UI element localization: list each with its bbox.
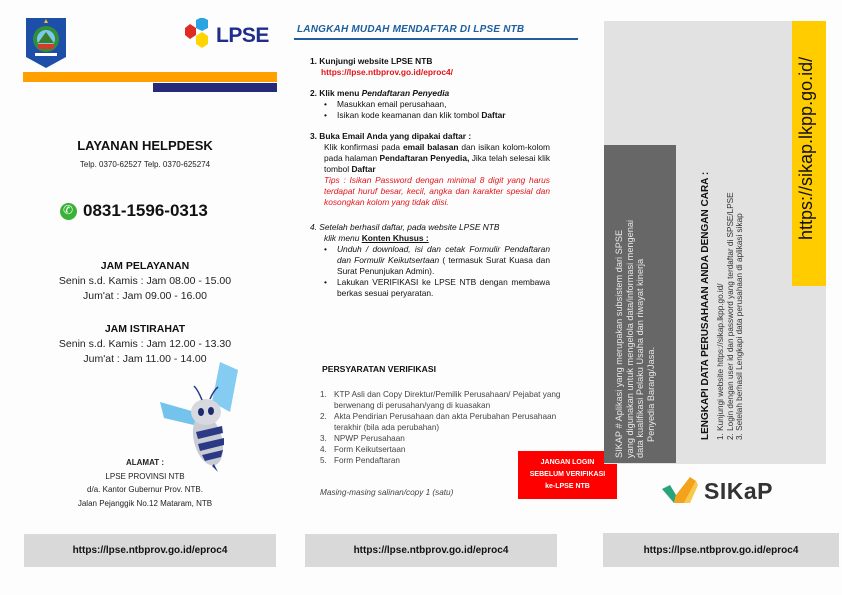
- navy-divider-bar: [153, 83, 277, 92]
- sikap-description-line-1: SIKAP # Aplikasi yang merupakan subsistem dari SPSE: [614, 229, 624, 458]
- step-4-menu-prefix: klik menu: [324, 233, 362, 243]
- complete-data-step-3: 3. Setelah berhasil Lengkapi data perusahaan di aplikasi sikap: [735, 213, 744, 440]
- step-4-bullet-1-rest: ( termasuk Surat Kuasa dan Surat Penunjukan Admin).: [337, 255, 550, 276]
- sikap-checkmark-icon: [660, 475, 698, 507]
- requirement-number: 5.: [320, 456, 327, 465]
- footer-url-right[interactable]: https://lpse.ntbprov.go.id/eproc4: [603, 533, 839, 567]
- requirement-text: NPWP Perusahaan: [334, 434, 405, 443]
- break-hours: [30, 322, 260, 367]
- step-2-bullet-2: [324, 110, 550, 121]
- break-hours-fri: Jum'at : Jam 11.00 - 14.00: [83, 353, 207, 365]
- helpdesk-telephone: Telp. 0370-62527 Telp. 0370-625274: [79, 160, 211, 169]
- step-4-title: 4. Setelah berhasil daftar, pada website LPSE NTB: [310, 222, 500, 232]
- address-title: ALAMAT :: [125, 458, 165, 467]
- service-hours-mon-thu: Senin s.d. Kamis : Jam 08.00 - 15.00: [58, 275, 232, 287]
- step-1-title: 1. Kunjungi website LPSE NTB: [310, 56, 433, 66]
- step-3-bold-3: Daftar: [351, 164, 376, 174]
- warning-line-2: SEBELUM VERIFIKASI: [529, 471, 606, 478]
- whatsapp-icon: [60, 203, 77, 220]
- step-3: [310, 131, 550, 208]
- step-4-bullet-1: [324, 244, 550, 277]
- step-3-body: [310, 142, 550, 175]
- step-3-text-2: dan isikan kolom-kolom pada halaman: [324, 142, 550, 163]
- step-1: [310, 56, 550, 78]
- step-2-bullet-2-text: Isikan kode keamanan dan klik tombol: [337, 110, 482, 120]
- step-3-bold-2: Pendaftaran Penyedia,: [379, 153, 470, 163]
- address-line-1: LPSE PROVINSI NTB: [105, 471, 185, 481]
- whatsapp-number: 0831-1596-0313: [83, 201, 208, 220]
- sikap-description-line-3: data kualifikasi Pelaku Usaha dan riwayat kinerja: [635, 258, 645, 458]
- requirements-note: Masing-masing salinan/copy 1 (satu): [320, 488, 454, 497]
- step-2-bullet-1: • Masukkan email perusahaan,: [324, 99, 550, 110]
- step-2: [310, 88, 550, 121]
- requirement-text: KTP Asli dan Copy Direktur/Pemilik Perusahaan/ Pejabat yang berwenang di perusahan/yang di kuasakan: [334, 390, 561, 410]
- step-3-title: 3. Buka Email Anda yang dipakai daftar :: [310, 131, 472, 141]
- lpse-website-link[interactable]: https://lpse.ntbprov.go.id/eproc4/: [321, 67, 453, 77]
- daftar-keyword: Daftar: [481, 110, 506, 120]
- orange-divider-bar: [23, 72, 277, 82]
- address-line-3: Jalan Pejanggik No.12 Mataram, NTB: [77, 498, 213, 508]
- lpse-logo: [178, 18, 278, 52]
- requirement-text: Akta Pendirian Perusahaan dan akta Perubahan Perusahaan terakhir (bila ada perubahan): [334, 412, 557, 432]
- login-warning-badge: [518, 451, 617, 499]
- sikap-description-line-2: yang digunakan untuk mengelola data/informasi mengenai: [624, 219, 635, 458]
- requirement-item: [320, 411, 570, 433]
- sikap-description: [614, 148, 656, 458]
- requirements-title: PERSYARATAN VERIFIKASI: [322, 364, 436, 374]
- address-line-2: d/a. Kantor Gubernur Prov. NTB.: [87, 485, 203, 494]
- step-4: [310, 222, 550, 299]
- step-2-title: [310, 88, 550, 99]
- service-hours-title: JAM PELAYANAN: [100, 260, 190, 272]
- footer-url-middle[interactable]: https://lpse.ntbprov.go.id/eproc4: [305, 534, 557, 567]
- step-4-bullet-2: • Lakukan VERIFIKASI ke LPSE NTB dengan membawa berkas sesuai peryaratan.: [324, 277, 550, 299]
- step-4-title-2: [310, 233, 550, 244]
- warning-line-1: JANGAN LOGIN: [540, 459, 595, 466]
- complete-data-title: LENGKAPI DATA PERUSAHAAN ANDA DENGAN CARA :: [700, 171, 711, 440]
- complete-data-step-2: 2. Login dengan user id dan password yang terdaftar di SPSE/LPSE: [725, 192, 735, 440]
- konten-khusus-link[interactable]: Konten Khusus :: [361, 233, 429, 243]
- complete-data-steps: [716, 192, 745, 440]
- requirement-item: [320, 389, 570, 411]
- ntb-province-emblem-icon: [25, 17, 67, 69]
- helpdesk-title: LAYANAN HELPDESK: [77, 138, 213, 153]
- step-3-bold-1: email balasan: [402, 142, 459, 152]
- sikap-wordmark: SIKaP: [704, 477, 773, 504]
- whatsapp-contact: [60, 201, 208, 221]
- step-4-bullet-1-italic: Unduh / download, isi dan cetak Formulir Pendaftaran dan Formulir Keikutsertaan: [337, 244, 550, 265]
- requirement-item: [320, 433, 570, 444]
- requirement-text: Form Keikutsertaan: [334, 445, 406, 454]
- break-hours-title: JAM ISTIRAHAT: [104, 323, 186, 335]
- registration-steps-title: LANGKAH MUDAH MENDAFTAR DI LPSE NTB: [297, 24, 525, 35]
- sikap-description-line-4: Penyedia Barang/Jasa.: [645, 346, 656, 442]
- step-2-menu-name: Pendaftaran Penyedia: [361, 88, 450, 98]
- registration-steps: [310, 56, 550, 306]
- address-block: [30, 456, 260, 510]
- warning-line-3: ke-LPSE NTB: [545, 483, 590, 490]
- service-hours-fri: Jum'at : Jam 09.00 - 16.00: [83, 290, 207, 302]
- service-hours: [30, 259, 260, 304]
- requirement-text: Form Pendaftaran: [334, 456, 400, 465]
- lpse-wordmark: LPSE: [216, 24, 269, 47]
- step-2-title-prefix: 2. Klik menu: [310, 88, 362, 98]
- sikap-logo: [660, 475, 773, 507]
- step-3-text-1: Klik konfirmasi pada: [324, 142, 403, 152]
- requirement-number: 2.: [320, 412, 327, 421]
- break-hours-mon-thu: Senin s.d. Kamis : Jam 12.00 - 13.30: [58, 338, 232, 350]
- password-tips: Tips : Isikan Password dengan minimal 8 digit yang harus terdapat huruf besar, kecil, angka dan karakter spesial dan kosongkan kolom yang tidak diisi.: [324, 175, 550, 207]
- requirement-number: 3.: [320, 434, 327, 443]
- requirement-number: 4.: [320, 445, 327, 454]
- title-underline: [294, 38, 578, 40]
- panel-left: [0, 0, 290, 595]
- sikap-url-link[interactable]: https://sikap.lkpp.go.id/: [796, 56, 816, 240]
- requirement-number: 1.: [320, 390, 327, 399]
- complete-data-step-1: 1. Kunjungi website https://sikap.lkpp.go.id/: [716, 283, 725, 440]
- footer-url-left[interactable]: https://lpse.ntbprov.go.id/eproc4: [24, 534, 276, 567]
- step-3-text-3: Jika telah selesai klik tombol: [324, 153, 551, 174]
